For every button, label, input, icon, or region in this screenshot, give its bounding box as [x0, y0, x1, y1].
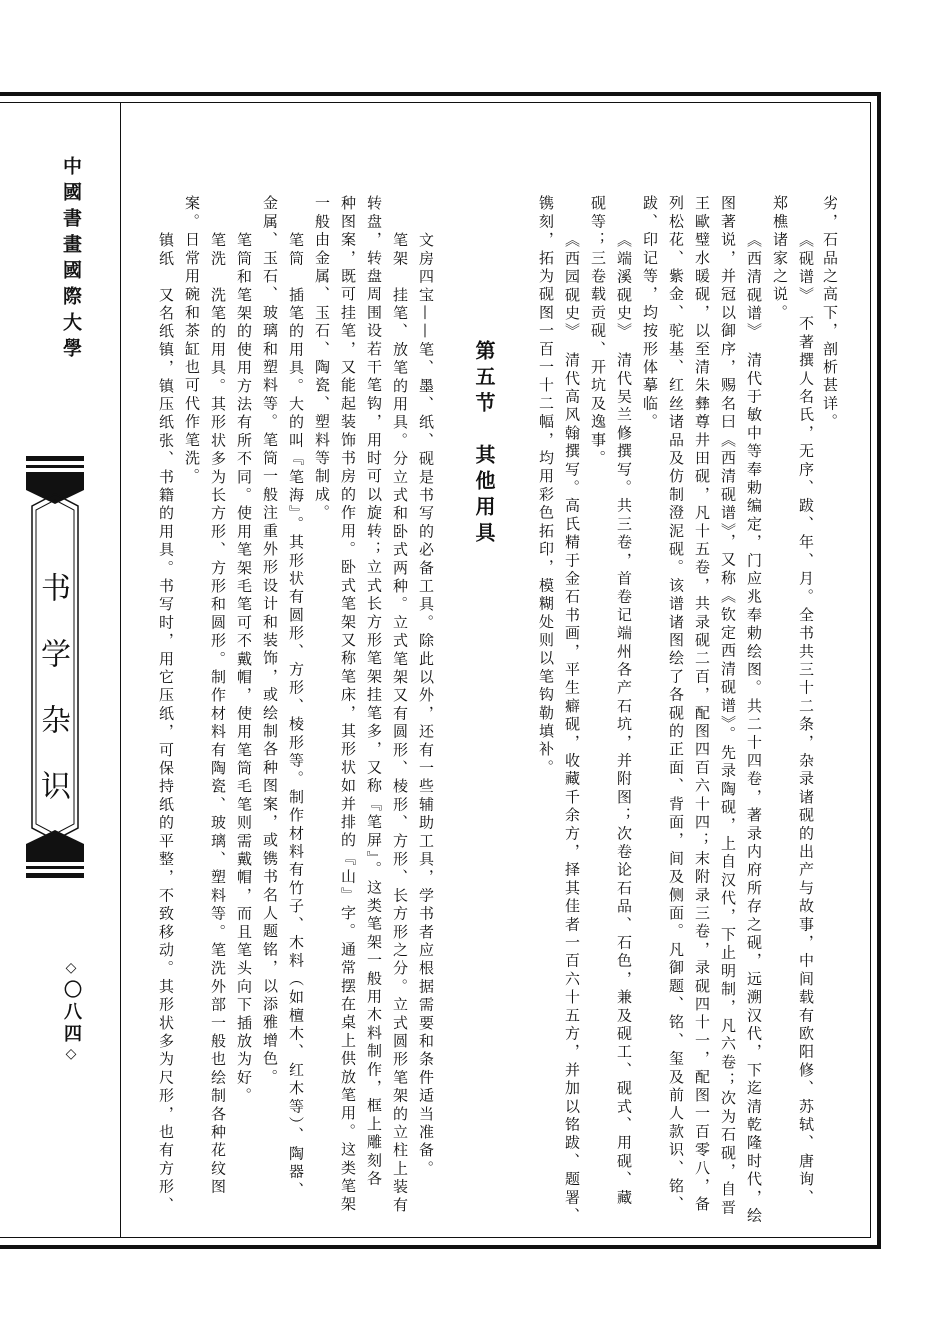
text-column: 王歐璧水暖砚，以至清朱彝尊井田砚，凡十五卷，共录砚二百，配图四百六十四；末附录三卷，录砚四十一，配图一百零八，备	[693, 195, 711, 1215]
text-column: 文房四宝——笔、墨、纸、砚是书写的必备工具。除此以外，还有一些辅助工具，学书者应根据需要和条件适当准备。	[417, 232, 435, 1179]
text-column: 一般由金属、玉石、陶瓷、塑料等制成。	[313, 195, 331, 523]
diamond-ornament-top: ◇	[63, 960, 79, 980]
text-column: 笔筒 插笔的用具。大的叫『笔海』。其形状有圆形、方形、棱形等。制作材料有竹子、木料（如檀木、红木等）、陶器、	[287, 232, 305, 1200]
text-column: 转盘，转盘周围设若干笔钩，用时可以旋转；立式长方形笔架挂笔多，又称『笔屏』。这类笔架一般用木料制作，框上雕刻各	[365, 195, 383, 1189]
page-number-text: 〇八四	[61, 980, 82, 1046]
page-number	[58, 960, 84, 1066]
margin-rule	[120, 102, 121, 1238]
text-column: 图著说，并冠以御序，赐名曰《西清砚谱》，又称《钦定西清砚谱》。先录陶砚，上自汉代，下止明制，凡六卷；次为石砚，自晋	[719, 195, 737, 1218]
text-column: 笔洗 洗笔的用具。其形状多为长方形、方形和圆形。制作材料有陶瓷、玻璃、塑料等。笔洗外部一般也绘制各种花纹图	[209, 232, 227, 1197]
book-title: 书学杂识	[35, 572, 70, 836]
text-column: 种图案，既可挂笔，又能起装饰书房的作用。卧式笔架又称笔床，其形状如并排的『山』字。通常摆在桌上供放笔用。这类笔架	[339, 195, 357, 1215]
text-column: 案。日常用碗和茶缸也可代作笔洗。	[183, 195, 201, 487]
text-column: 郑樵诸家之说。	[771, 195, 789, 323]
text-column: 《西清砚谱》 清代于敏中等奉勅编定，门应兆奉勅绘图。共二十四卷，著录内府所存之砚，远溯汉代，下迄清乾隆时代，绘	[745, 232, 763, 1226]
text-column: 跋、印记等，均按形体摹临。	[641, 195, 659, 432]
diamond-ornament-bottom: ◇	[63, 1046, 79, 1066]
text-column: 笔架 挂笔、放笔的用具。分立式和卧式两种。立式笔架又有圆形、棱形、方形、长方形之分。立式圆形笔架的立柱上装有	[391, 232, 409, 1215]
series-title: 中國書畫國際大學	[60, 156, 82, 364]
text-column: 列松花、紫金、驼基、红丝诸品及仿制澄泥砚。该谱诸图绘了各砚的正面、背面，间及侧面。凡御题、铭、玺及前人款识、铭、	[667, 195, 685, 1215]
text-column: 金属、玉石、玻璃和塑料等。笔筒一般注重外形设计和装饰，或绘制各种图案，或镌书名人题铭，以添雅增色。	[261, 195, 279, 1087]
text-column: 劣，石品之高下，剖析甚详。	[821, 195, 839, 432]
text-column: 《砚谱》 不著撰人名氏，无序、跋、年、月。全书共三十二条，杂录诸砚的出产与故事，中间载有欧阳修、苏轼、唐询、	[797, 232, 815, 1208]
text-column: 砚等；三卷载贡砚、开坑及逸事。	[589, 195, 607, 468]
text-column: 镌刻，拓为砚图一百一十二幅，均用彩色拓印，模糊处则以笔钩勒填补。	[537, 195, 555, 778]
text-column: 笔筒和笔架的使用方法有所不同。使用笔架毛笔可不戴帽，使用笔筒毛笔则需戴帽，而且笔头向下插放为好。	[235, 232, 253, 1106]
section-heading: 第五节 其他用具	[472, 340, 496, 548]
text-column: 镇纸 又名纸镇，镇压纸张、书籍的用具。书写时，用它压纸，可保持纸的平整，不致移动。其形状多为尺形，也有方形、	[157, 232, 175, 1215]
text-column: 《西园砚史》 清代高风翰撰写。高氏精于金石书画，平生癖砚，收藏千余方，择其佳者一百六十五方，并加以铭跋、题署、	[563, 232, 581, 1226]
text-column: 《端溪砚史》 清代吴兰修撰写。共三卷，首卷记端州各产石坑，并附图；次卷论石品、石色，兼及砚工、砚式、用砚、藏	[615, 232, 633, 1208]
